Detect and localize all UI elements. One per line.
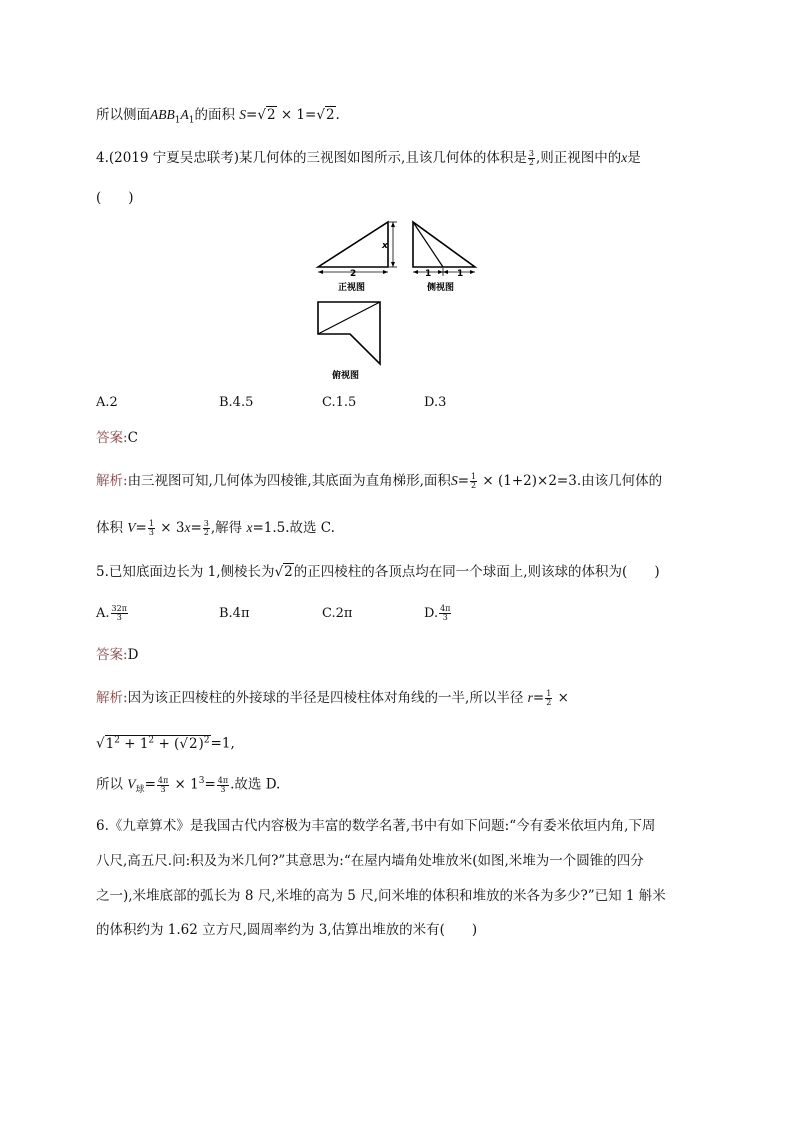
q3-var: S [239,107,247,122]
q3-text: 所以侧面 [96,107,150,123]
q4-stem-text: ,则正视图中的 [535,150,622,166]
solution-text: 由三视图可知,几何体为四棱锥,其底面为直角梯形,面积 [127,473,451,489]
option-b[interactable]: B.4π [219,606,250,621]
frac-num: 4π [217,775,229,785]
rad-text: + 1 [119,735,149,752]
var-x: x [246,520,253,535]
fraction [439,605,451,622]
q3-sub: 1 [188,115,195,126]
label-x: x [382,241,388,251]
label-1b: 1 [457,269,464,279]
solution-text: ,解得 [210,520,243,536]
q4-var-x: x [621,150,628,165]
top-view-label: 俯视图 [332,371,360,381]
solution-text: 所以 [96,776,123,793]
option-d[interactable]: D.3 [424,395,447,410]
fraction [470,473,477,490]
q3-face-mid: A [180,107,189,122]
q4-answer [96,428,138,448]
solution-text: 因为该正四棱柱的外接球的半径是四棱柱体对角线的一半,所以半径 [127,690,524,706]
eq: = [532,690,545,706]
frac-den: 3 [160,784,166,794]
option-letter: A. [96,606,110,621]
rad-text: + ( [154,735,180,752]
option-letter: D. [424,606,439,621]
q3-eq: = [246,107,258,123]
solution-text: 体积 [96,520,123,536]
q5-stem-text: 的正四棱柱的各顶点均在同一个球面上,则该球的体积为( ) [293,564,660,580]
three-view-figure [300,212,490,384]
q5-stem-text: 5.已知底面边长为 1,侧棱长为 [96,564,275,580]
solution-text: × 1 [170,776,199,793]
q6-line4: 的体积约为 1.62 立方尺,圆周率约为 3,估算出堆放的米有( ) [96,922,478,938]
radicand: 2 [266,107,276,123]
var-r: r [527,690,533,705]
answer-label: 答案: [96,430,128,446]
radicand [105,735,211,752]
fraction [545,690,552,707]
option-c[interactable]: C.1.5 [322,395,357,410]
fraction [111,605,128,622]
solution-text: .故选 D. [230,776,281,793]
front-view [318,222,397,293]
solution-text: =1.5.故选 C. [252,520,335,536]
frac-num: 1 [148,519,154,528]
solution-label: 解析: [96,690,128,706]
option-b[interactable]: B.4.5 [219,395,254,410]
eq: = [457,473,469,489]
q4-solution-line2 [96,518,335,538]
frac-den: 3 [148,528,154,537]
var-s: S [450,473,458,488]
frac-num: 4π [157,775,169,785]
q4-answer-paren: ( ) [96,190,134,206]
eq: = [190,520,202,536]
solution-text: × [553,690,569,706]
q4-stem-text: 是 [627,150,641,166]
sub: 球 [135,785,145,796]
label-2: 2 [350,269,357,279]
fraction [157,777,169,794]
fraction [203,520,210,537]
q5-solution-line1 [96,688,569,708]
option-d[interactable] [424,604,452,624]
fraction [217,777,229,794]
label-1a: 1 [425,269,432,279]
frac-num: 3 [528,149,534,158]
solution-text: × 3 [155,520,185,536]
var-v: V [127,776,136,792]
var-x: x [184,520,191,535]
frac-den: 3 [220,784,226,794]
solution-text: × (1+2)×2=3.由该几何体的 [478,473,663,489]
q3-text: 的面积 [194,107,235,123]
option-a[interactable]: A.2 [96,395,118,410]
side-view [413,222,475,293]
q4-stem-text: 4.(2019 宁夏吴忠联考)某几何体的三视图如图所示,且该几何体的体积是 [96,150,527,166]
sup: 2 [148,735,155,745]
option-c[interactable]: C.2π [322,606,353,621]
answer-value: D [127,647,139,663]
frac-den: 2 [546,698,552,707]
frac-den: 2 [203,528,209,537]
q5-solution-line2 [96,730,235,754]
sqrt-symbol: √2 [274,564,293,580]
q6-line2: 八尺,高五尺.问:积及为米几何?”其意思为:“在屋内墙角处堆放米(如图,米堆为一个圆锥的四分 [96,853,644,869]
q3-sub: 1 [174,115,181,126]
frac-num: 3 [203,519,209,528]
q4-solution-line1 [96,471,662,491]
front-view-label: 正视图 [338,283,366,293]
radicand: 2 [188,735,198,752]
q4-stem [96,148,641,168]
solution-text: =1, [210,735,235,752]
frac-den: 3 [442,613,448,622]
frac-num: 32π [111,604,127,613]
q3-face: ABB [150,107,175,122]
frac-den: 2 [471,481,477,490]
eq: = [204,776,216,793]
radicand: 2 [284,564,293,580]
q5-solution-line3 [96,771,280,800]
rad-text: ) [198,735,204,752]
frac-den: 3 [116,613,122,622]
q3-end: . [335,107,340,123]
q3-text: × 1= [276,107,317,123]
rad-text: 1 [105,735,115,752]
side-view-label: 侧视图 [427,283,455,293]
sup: 2 [114,735,120,745]
q6-line3: 之一),米堆底部的弧长为 8 尺,米堆的高为 5 尺,问米堆的体积和堆放的米各为多少?”已知 1 斛米 [96,888,666,904]
sqrt-symbol: √2 [316,107,335,123]
eq: = [144,776,156,793]
eq: = [135,520,147,536]
frac-num: 1 [471,472,477,481]
var-v: V [127,520,136,535]
fraction [528,150,535,167]
answer-label: 答案: [96,647,128,663]
q3-area-line [96,105,340,131]
sqrt-symbol: $√1^2 + 1^2 + (√2)^2$ [96,735,210,752]
fraction [148,520,155,537]
radicand: 2 [325,107,335,123]
q6-line1: 6.《九章算术》是我国古代内容极为丰富的数学名著,书中有如下问题:“今有委米依垣内角,下周 [96,818,656,834]
solution-label: 解析: [96,473,128,489]
sqrt-symbol: √2 [179,735,198,752]
sup: 2 [203,735,210,745]
sqrt-symbol: √2 [257,107,276,123]
frac-den: 2 [528,158,534,167]
frac-num: 1 [546,689,552,698]
frac-num: 4π [440,604,451,613]
answer-value: C [127,430,138,446]
sup: 3 [198,776,205,786]
q5-answer [96,645,138,665]
q5-stem [96,562,660,582]
option-a[interactable] [96,604,129,624]
top-view [318,302,380,381]
